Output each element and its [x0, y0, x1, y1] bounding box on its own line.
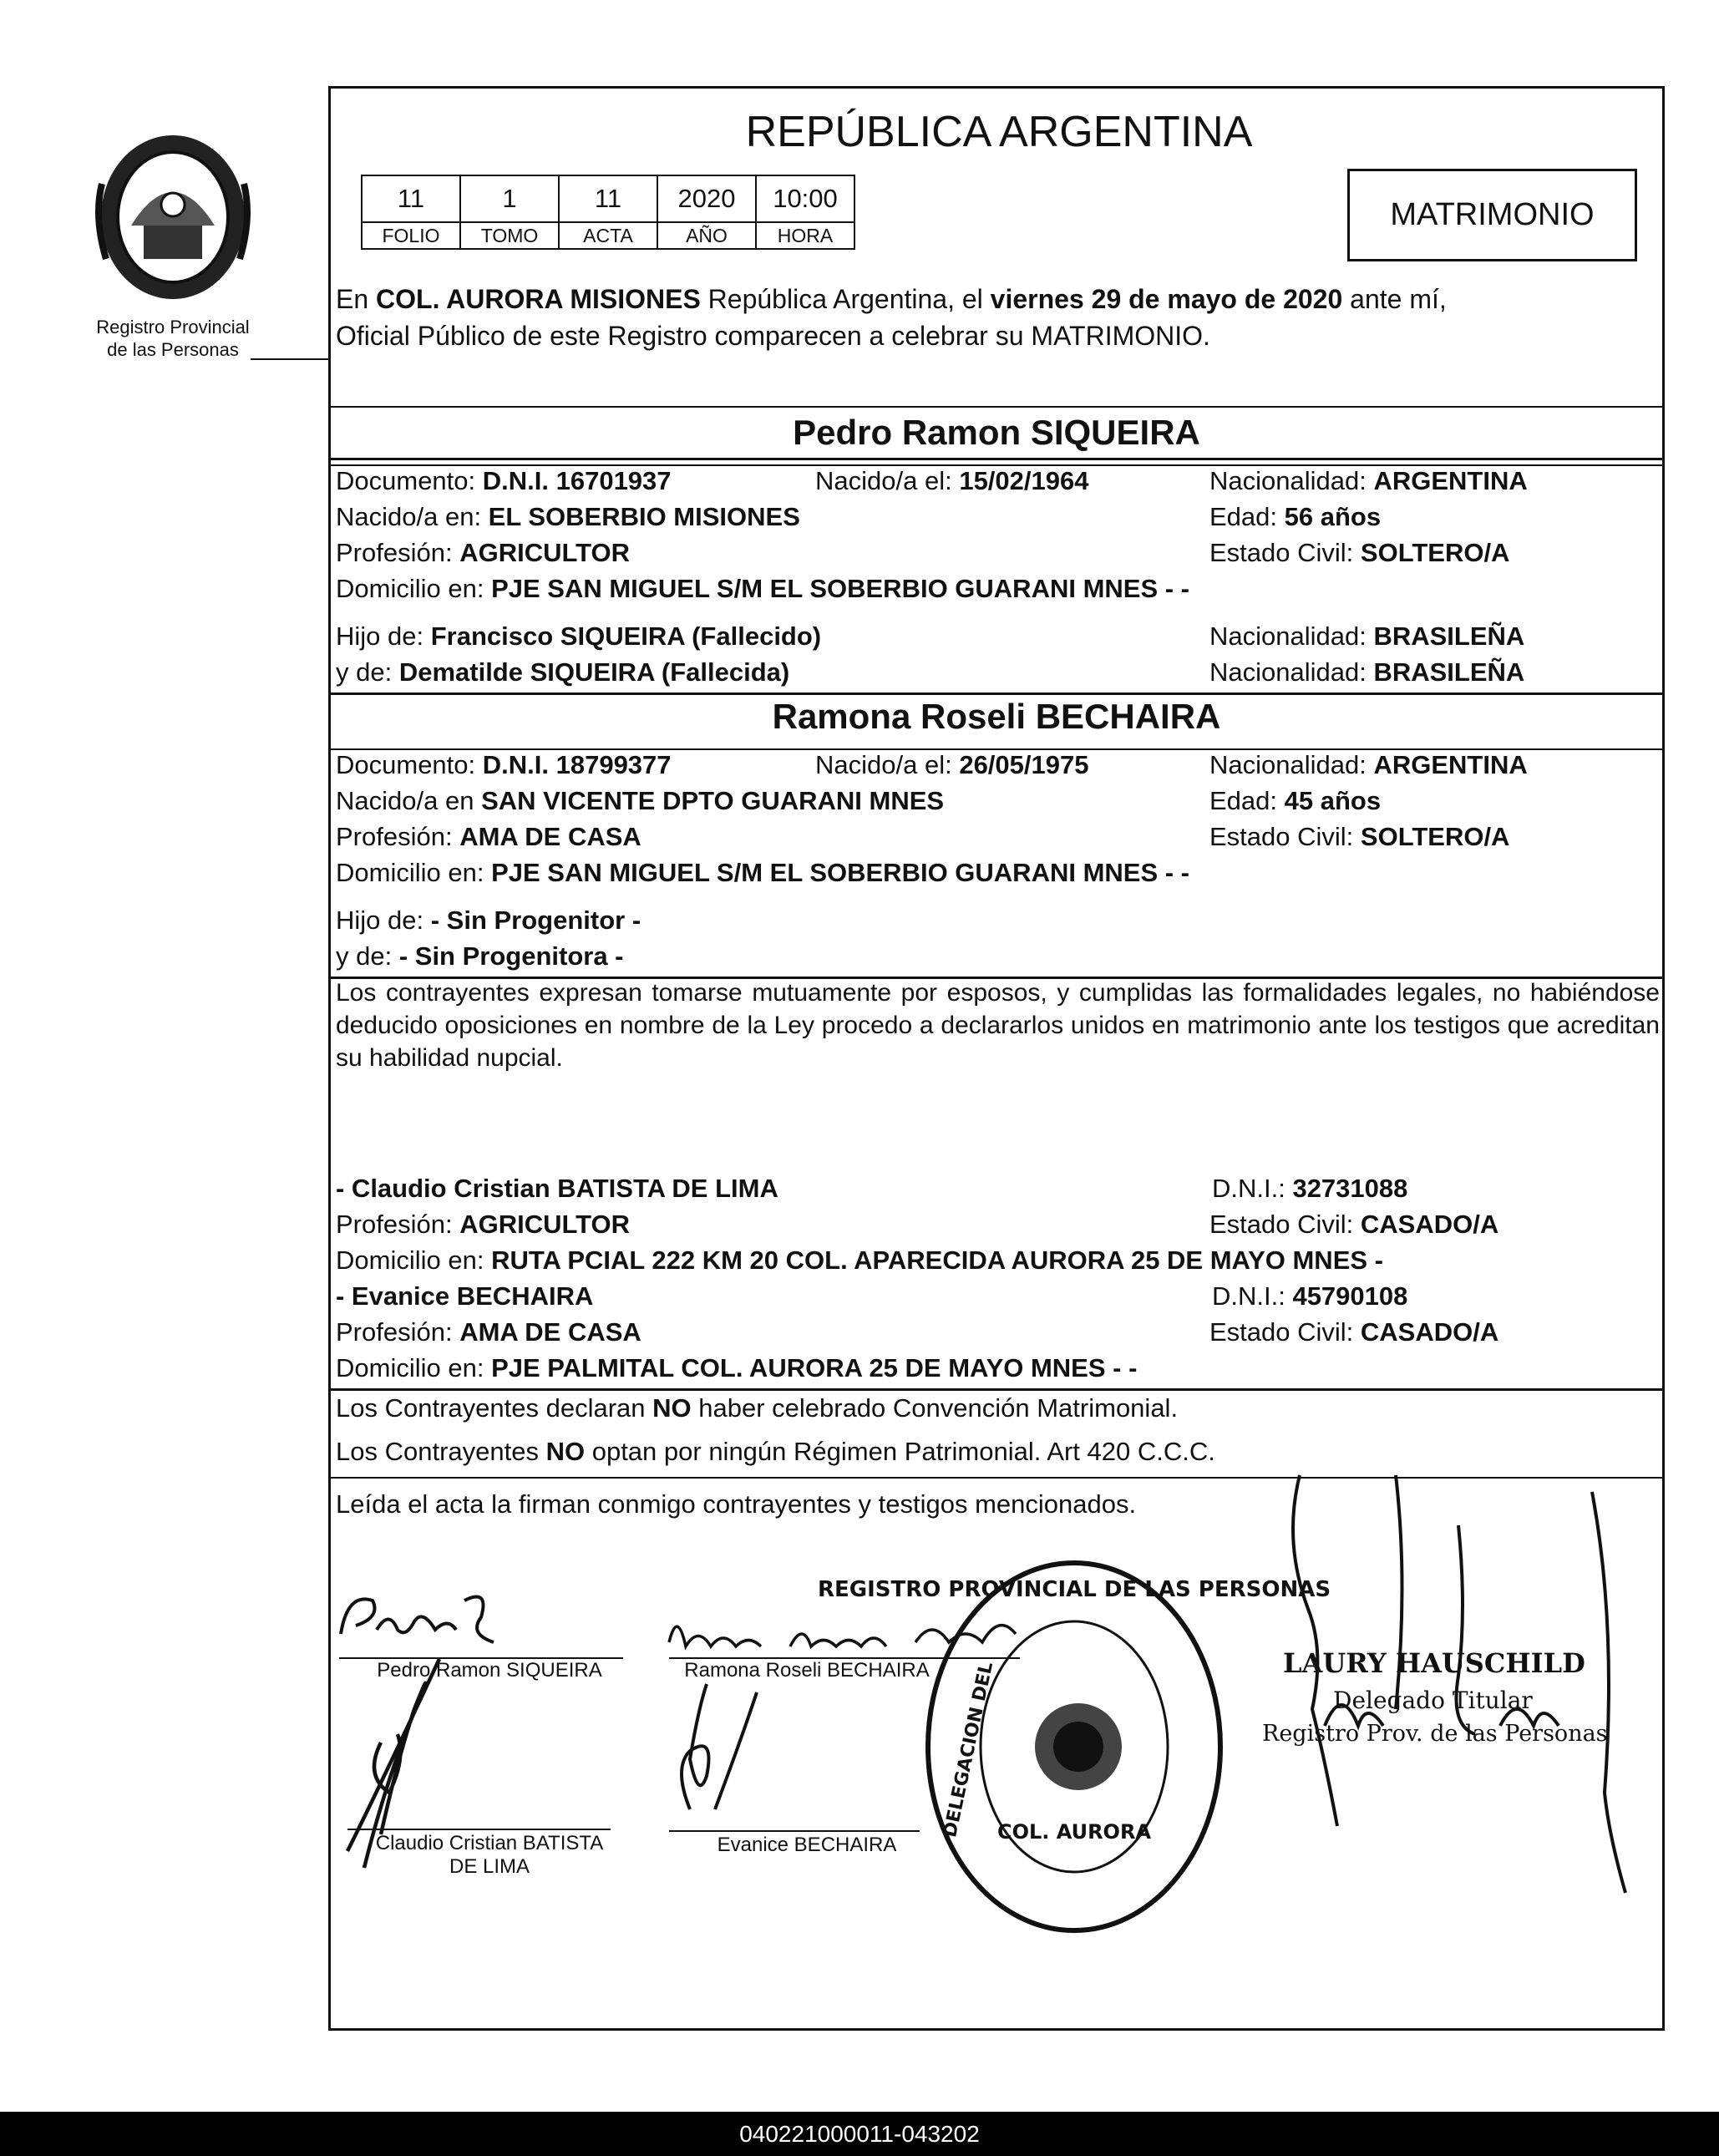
tomo-value: 1 [460, 175, 559, 222]
party1-nacido-en: Nacido/a en: EL SOBERBIO MISIONES [336, 502, 800, 531]
divider [331, 406, 1662, 408]
party1-name: Pedro Ramon SIQUEIRA [793, 413, 1200, 452]
registry-caption-line2: de las Personas [107, 339, 239, 360]
folio-value: 11 [362, 175, 460, 222]
acta-label: ACTA [559, 222, 657, 249]
witness2-domicilio: Domicilio en: PJE PALMITAL COL. AURORA 25 DE MAYO MNES - - [336, 1353, 1138, 1382]
stamp-inner-text: COL. AURORA [996, 1820, 1152, 1844]
party2-nacido-el: Nacido/a el: 26/05/1975 [815, 750, 1089, 779]
party2-name: Ramona Roseli BECHAIRA [772, 697, 1221, 736]
stamp-top-text: REGISTRO PROVINCIAL DE LAS PERSONAS [817, 1577, 1331, 1602]
party2-estado-civil: Estado Civil: SOLTERO/A [1209, 822, 1510, 851]
signature-line [669, 1830, 920, 1832]
closing-statement: Leída el acta la firman conmigo contrayentes y testigos mencionados. [336, 1489, 1137, 1519]
acta-value: 11 [559, 175, 657, 222]
witness1-profesion: Profesión: AGRICULTOR [336, 1210, 630, 1239]
official-title: Delegado Titular [1333, 1687, 1533, 1714]
hora-value: 10:00 [756, 175, 854, 222]
stamp-left-text: DELEGACION DEL [940, 1660, 998, 1839]
registry-logo [77, 125, 269, 360]
party1-madre-nacionalidad: Nacionalidad: BRASILEÑA [1209, 657, 1525, 687]
party1-padre: Hijo de: Francisco SIQUEIRA (Fallecido) [336, 621, 822, 651]
registry-caption-line1: Registro Provincial [96, 317, 250, 337]
page-title: REPÚBLICA ARGENTINA [745, 108, 1253, 156]
official-name: LAURY HAUSCHILD [1283, 1647, 1585, 1679]
record-type-box: MATRIMONIO [1347, 169, 1637, 261]
signature-line [347, 1829, 611, 1830]
party2-nacido-en: Nacido/a en SAN VICENTE DPTO GUARANI MNES [336, 786, 945, 815]
party2-padre: Hijo de: - Sin Progenitor - [336, 906, 641, 935]
folio-label: FOLIO [362, 222, 460, 249]
sig1-label: Pedro Ramon SIQUEIRA [377, 1659, 602, 1682]
party2-madre: y de: - Sin Progenitora - [336, 941, 624, 971]
tomo-label: TOMO [460, 222, 559, 249]
party1-padre-nacionalidad: Nacionalidad: BRASILEÑA [1209, 621, 1525, 651]
party1-nacido-el: Nacido/a el: 15/02/1964 [815, 466, 1089, 495]
barcode-strip: 040221000011-043202 [0, 2112, 1719, 2156]
official-office: Registro Prov. de las Personas [1262, 1721, 1608, 1747]
party1-estado-civil: Estado Civil: SOLTERO/A [1209, 538, 1510, 567]
party1-edad: Edad: 56 años [1209, 502, 1382, 531]
convention-line2: Los Contrayentes NO optan por ningún Régimen Patrimonial. Art 420 C.C.C. [336, 1437, 1215, 1466]
party1-domicilio: Domicilio en: PJE SAN MIGUEL S/M EL SOBERBIO GUARANI MNES - - [336, 574, 1190, 603]
witness2-profesion: Profesión: AMA DE CASA [336, 1317, 641, 1347]
anio-label: AÑO [657, 222, 756, 249]
witness1-estado-civil: Estado Civil: CASADO/A [1209, 1210, 1499, 1239]
intro-paragraph: En COL. AURORA MISIONES República Argentina, el viernes 29 de mayo de 2020 ante mí, Oficial Público de este Registro comparecen a celebrar su MATRIMONIO. [336, 281, 1656, 354]
acta-reference-table [361, 175, 855, 250]
certificate-frame [328, 86, 1665, 2031]
party1-documento: Documento: D.N.I. 16701937 [336, 466, 672, 495]
party1-madre: y de: Dematilde SIQUEIRA (Fallecida) [336, 657, 790, 687]
witness2-name: - Evanice BECHAIRA [336, 1281, 594, 1311]
anio-value: 2020 [657, 175, 756, 222]
caption-rule [251, 358, 330, 360]
party2-nacionalidad: Nacionalidad: ARGENTINA [1209, 750, 1528, 779]
province-seal-icon [85, 125, 261, 309]
sig3-label: Claudio Cristian BATISTA DE LIMA [375, 1832, 604, 1878]
marriage-formula: Los contrayentes expresan tomarse mutuamente por esposos, y cumplidas las formalidades legales, no habiéndose deducido oposiciones en nombre de la Ley procedo a declararlos unidos en matrimonio ante los testigos que acreditan su habilidad nupcial. [336, 979, 1660, 1072]
witness2-dni: D.N.I.: 45790108 [1212, 1281, 1408, 1311]
party1-profesion: Profesión: AGRICULTOR [336, 538, 630, 567]
intro-place: COL. AURORA MISIONES [376, 284, 701, 314]
intro-line2: Oficial Público de este Registro comparecen a celebrar su MATRIMONIO. [336, 321, 1210, 351]
intro-date: viernes 29 de mayo de 2020 [990, 284, 1343, 314]
witness1-name: - Claudio Cristian BATISTA DE LIMA [336, 1174, 778, 1203]
party2-domicilio: Domicilio en: PJE SAN MIGUEL S/M EL SOBERBIO GUARANI MNES - - [336, 858, 1190, 887]
sig2-label: Ramona Roseli BECHAIRA [684, 1659, 930, 1682]
convention-line1: Los Contrayentes declaran NO haber celebrado Convención Matrimonial. [336, 1393, 1179, 1423]
signature-evanice [665, 1659, 765, 1826]
party2-documento: Documento: D.N.I. 18799377 [336, 750, 672, 779]
sig4-label: Evanice BECHAIRA [717, 1834, 897, 1856]
party2-profesion: Profesión: AMA DE CASA [336, 822, 641, 851]
witness1-domicilio: Domicilio en: RUTA PCIAL 222 KM 20 COL. APARECIDA AURORA 25 DE MAYO MNES - [336, 1245, 1383, 1275]
hora-label: HORA [756, 222, 854, 249]
official-stamp [817, 1550, 1331, 1943]
divider [331, 1388, 1662, 1391]
party2-edad: Edad: 45 años [1209, 786, 1382, 815]
party1-nacionalidad: Nacionalidad: ARGENTINA [1209, 466, 1528, 495]
divider [331, 692, 1662, 695]
divider [331, 458, 1662, 460]
witness2-estado-civil: Estado Civil: CASADO/A [1209, 1317, 1499, 1347]
witness1-dni: D.N.I.: 32731088 [1212, 1174, 1408, 1203]
